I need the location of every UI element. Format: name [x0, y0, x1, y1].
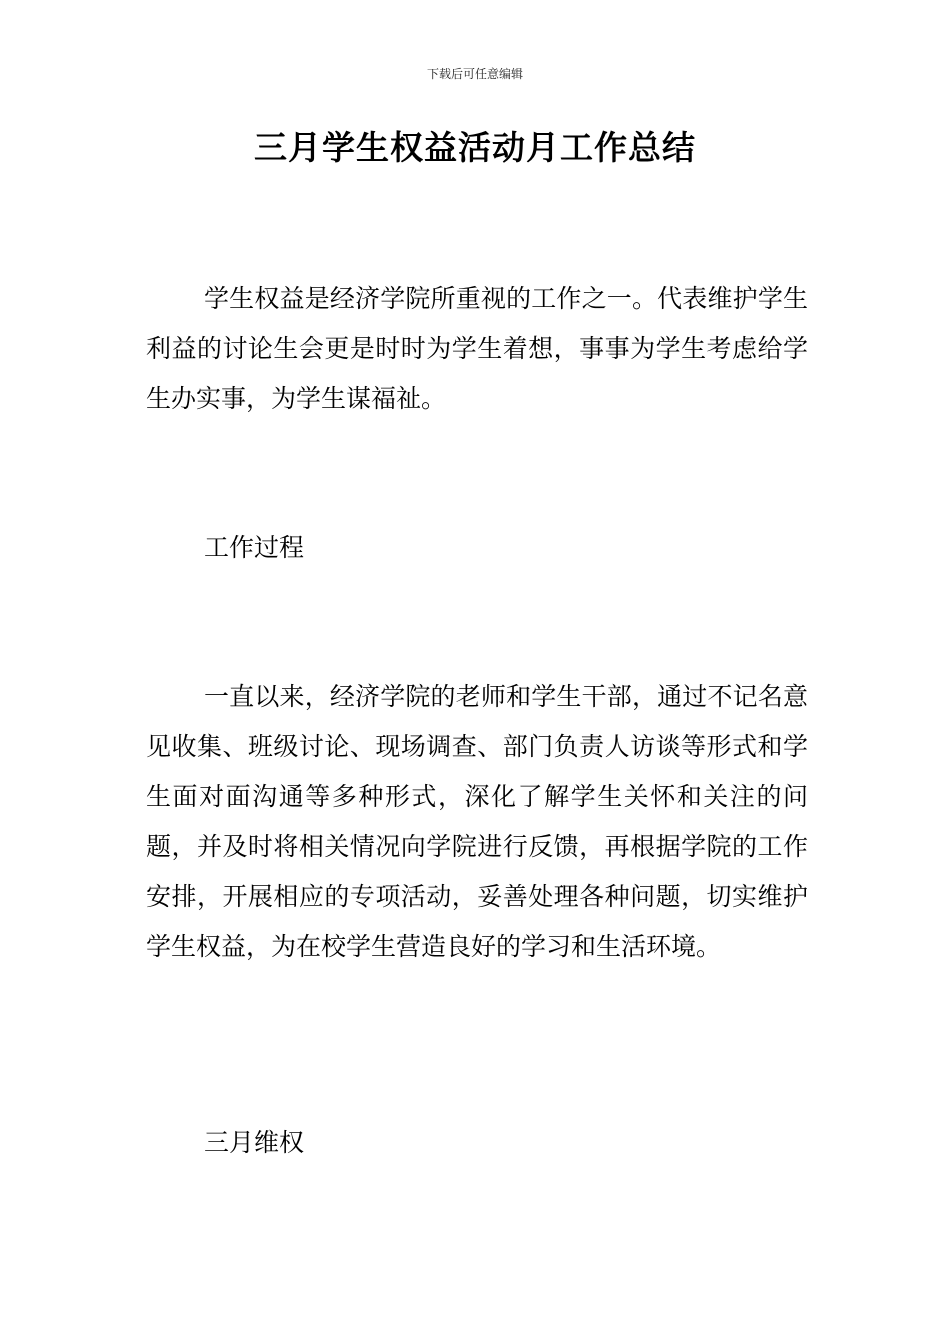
- intro-paragraph: 学生权益是经济学院所重视的工作之一。代表维护学生利益的讨论生会更是时时为学生着想，事事为学生考虑给学生办实事，为学生谋福祉。: [146, 284, 808, 413]
- section-heading-work-process: 工作过程: [204, 533, 305, 562]
- work-process-paragraph: 一直以来，经济学院的老师和学生干部，通过不记名意见收集、班级讨论、现场调查、部门负责人访谈等形式和学生面对面沟通等多种形式，深化了解学生关怀和关注的问题，并及时将相关情况向学院进行反馈，再根据学院的工作安排，开展相应的专项活动，妥善处理各种问题，切实维护学生权益，为在校学生营造良好的学习和生活环境。: [146, 682, 808, 961]
- section-heading-march-rights: 三月维权: [204, 1128, 305, 1157]
- header-note: 下载后可任意编辑: [426, 67, 523, 81]
- document-title: 三月学生权益活动月工作总结: [254, 128, 696, 167]
